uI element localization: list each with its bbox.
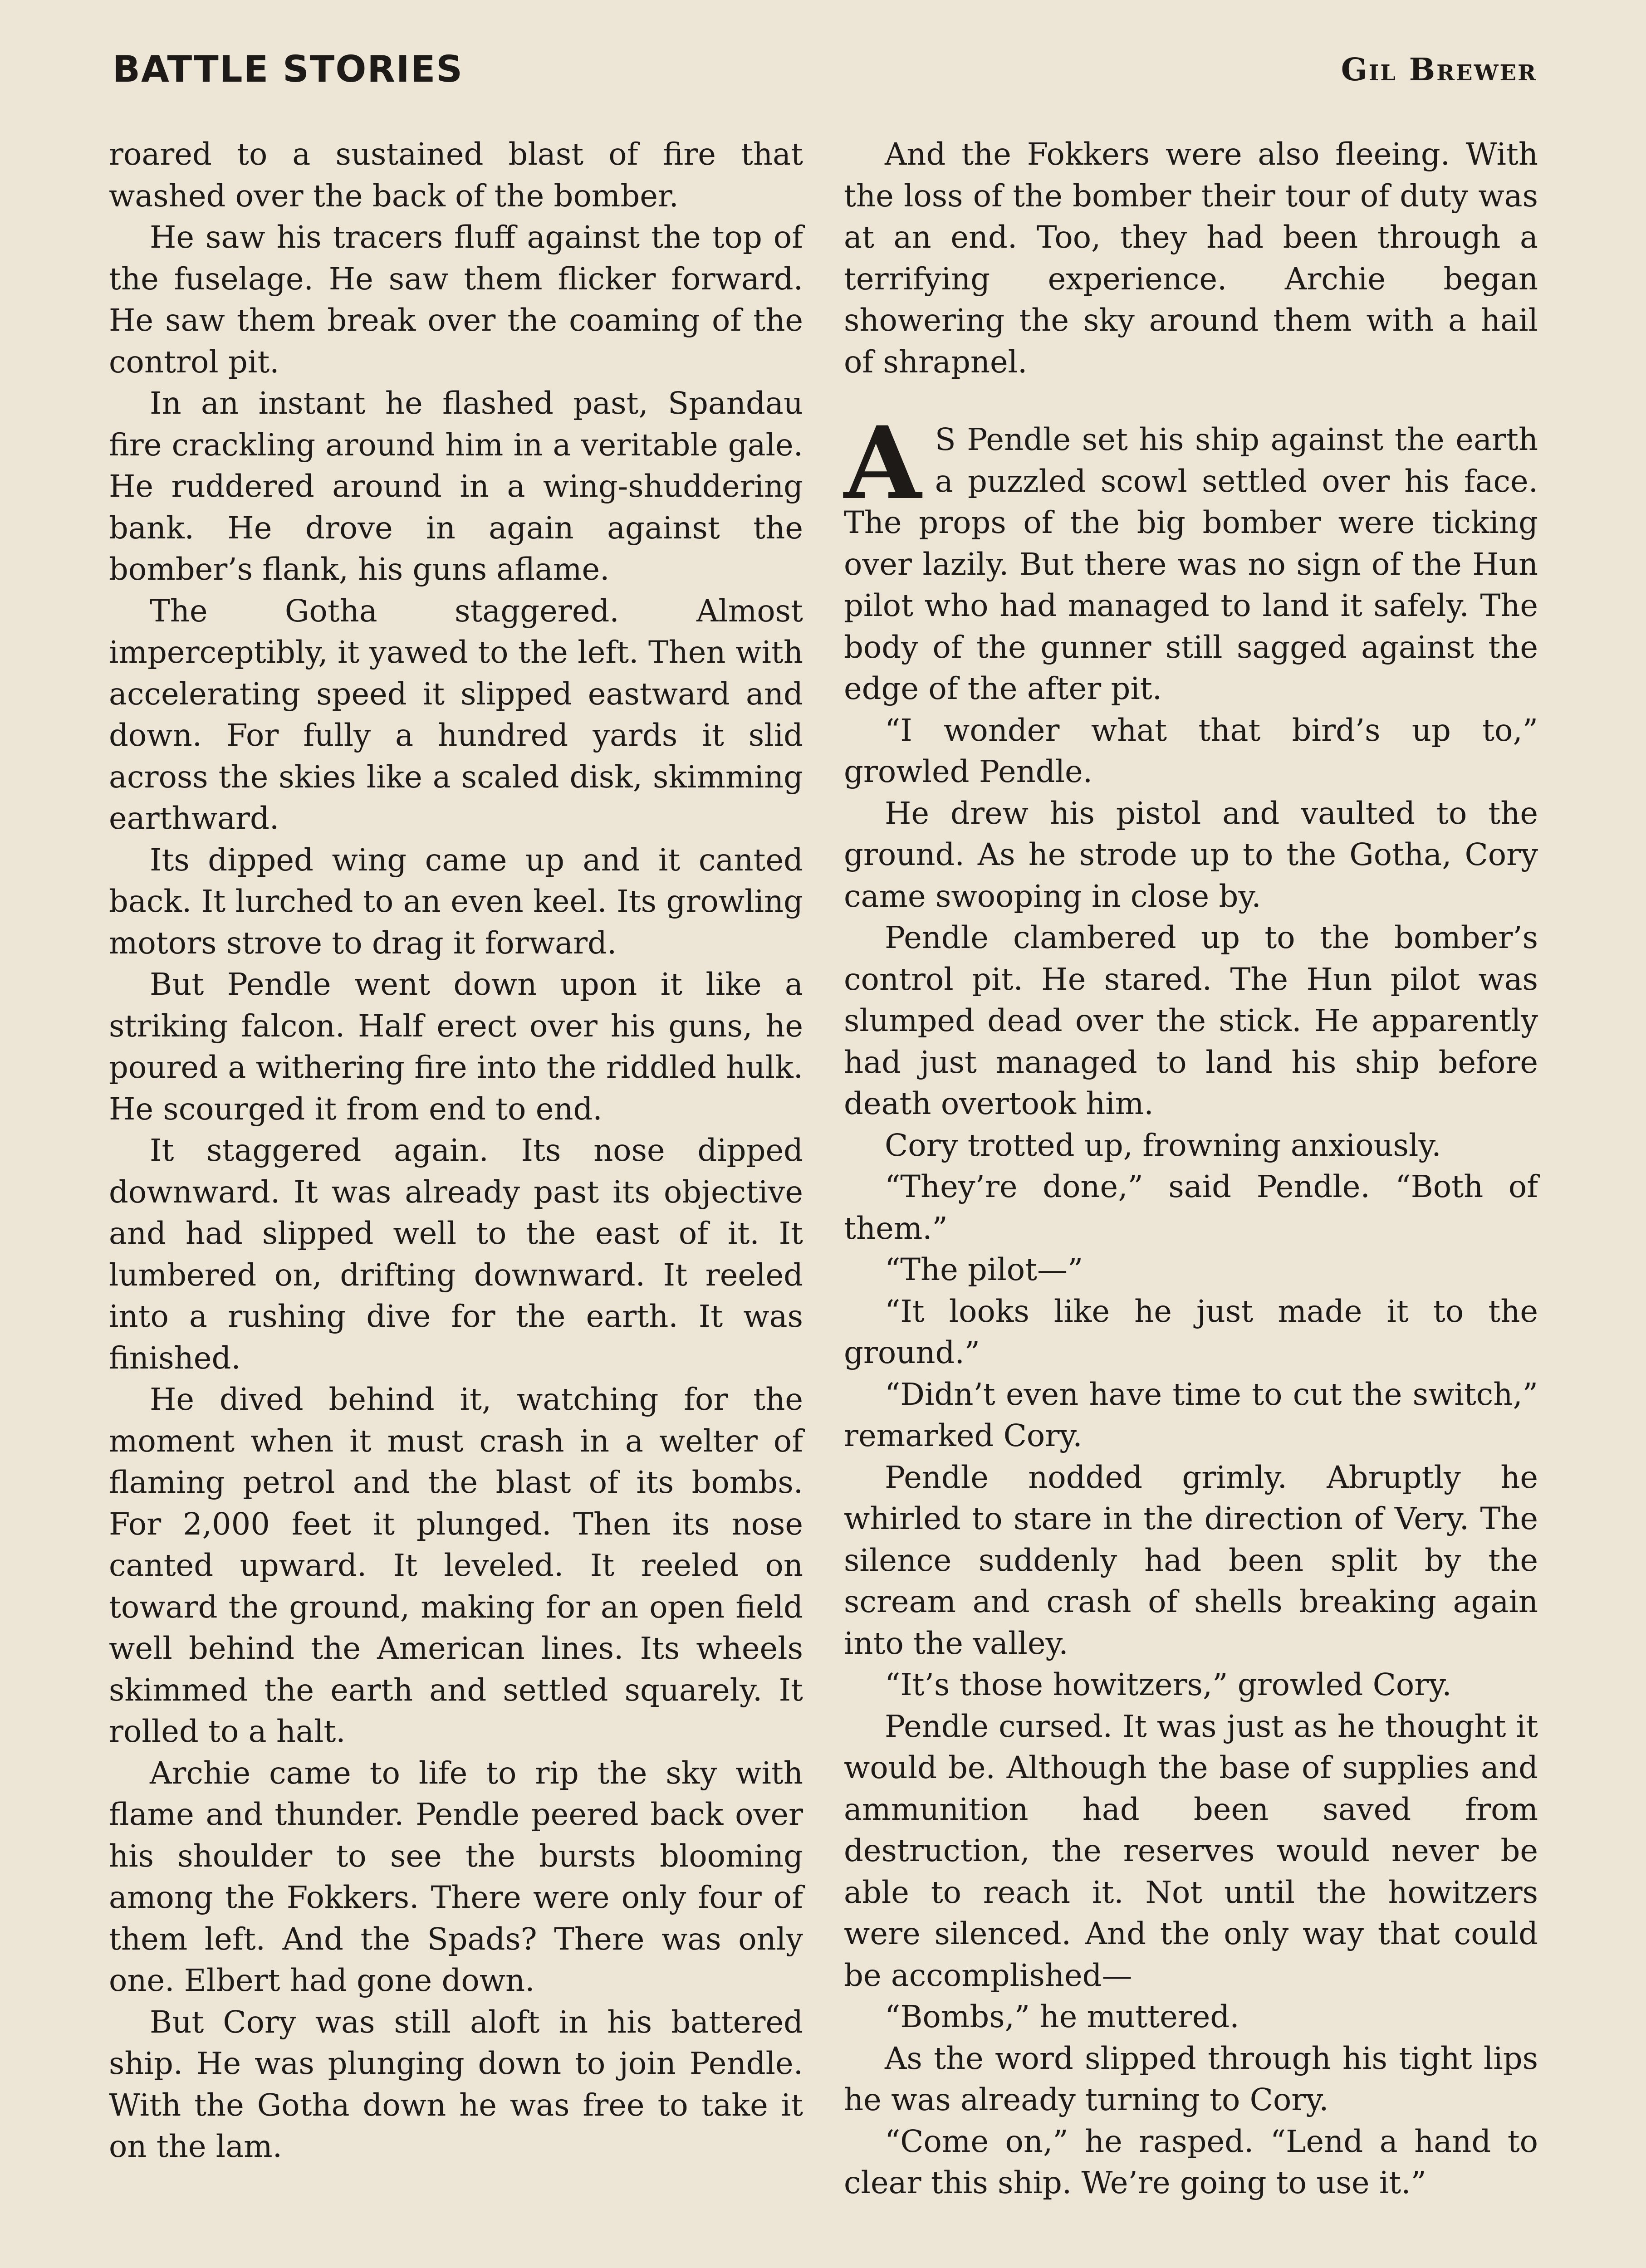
paragraph: And the Fokkers were also fleeing. With the loss of the bomber their tour of duty was at an end. Too, they had been through a terrifying experience. Archie began showering the sky around them with a hail of shrapnel. [844,137,1538,380]
paragraph: Pendle nodded grimly. Abruptly he whirled to stare in the direction of Very. The silence suddenly had been split by the scream and crash of shells breaking again into the valley. [844,1459,1538,1661]
paragraph: He dived behind it, watching for the moment when it must crash in a welter of flaming petrol and the blast of its bombs. For 2,000 feet it plunged. Then its nose canted upward. It leveled. It reeled on toward the ground, making for an open field well behind the American lines. Its wheels skimmed the earth and settled squarely. It rolled to a halt. [109,1382,803,1749]
drop-cap: A [844,404,921,522]
paragraph: Its dipped wing came up and it canted back. It lurched to an even keel. Its growling motors strove to drag it forward. [109,842,803,961]
right-column [844,134,1538,2204]
article-body [109,134,1538,2268]
paragraph: “The pilot—” [885,1252,1083,1287]
left-column [109,134,803,2168]
paragraph: He drew his pistol and vaulted to the ground. As he strode up to the Gotha, Cory came swooping in close by. [844,795,1538,914]
paragraph: In an instant he flashed past, Spandau fire crackling around him in a veritable gale. He ruddered around in a wing-shuddering bank. He drove in again against the bomber’s flank, his guns aflame. [109,386,803,587]
paragraph: roared to a sustained blast of fire that washed over the back of the bomber. [109,137,803,214]
paragraph: The Gotha staggered. Almost imperceptibly, it yawed to the left. Then with accelerating speed it slipped eastward and down. For fully a hundred yards it slid across the skies like a scaled disk, skimming earthward. [109,593,803,836]
section-opening-text: S Pendle set his ship against the earth a puzzled scowl settled over his face. The props of the big bomber were ticking over lazily. But there was no sign of the Hun pilot who had managed to land it safely. The body of the gunner still sagged against the edge of the after pit. [844,422,1538,706]
paragraph: “It looks like he just made it to the ground.” [844,1293,1538,1370]
paragraph: “It’s those howitzers,” growled Cory. [885,1667,1452,1702]
author-name: Gil Brewer [1341,52,1537,88]
paragraph: “Didn’t even have time to cut the switch,” remarked Cory. [844,1376,1538,1453]
paragraph: He saw his tracers fluff against the top of the fuselage. He saw them flicker forward. He saw them break over the coaming of the control pit. [109,220,803,380]
paragraph: But Cory was still aloft in his battered ship. He was plunging down to join Pendle. With the Gotha down he was free to take it on the lam. [109,2004,803,2164]
paragraph: “I wonder what that bird’s up to,” growled Pendle. [844,712,1538,789]
paragraph: “They’re done,” said Pendle. “Both of them.” [844,1169,1538,1246]
paragraph: Pendle cursed. It was just as he thought it would be. Although the base of supplies and ammunition had been saved from destruction, the reserves would never be able to reach it. Not until the howitzers were silenced. And the only way that could be accomplished— [844,1708,1538,1993]
paragraph: But Pendle went down upon it like a striking falcon. Half erect over his guns, he poured a withering fire into the riddled hulk. He scourged it from end to end. [109,967,803,1127]
paragraph: “Come on,” he rasped. “Lend a hand to clear this ship. We’re going to use it.” [844,2123,1538,2200]
paragraph: Archie came to life to rip the sky with flame and thunder. Pendle peered back over his shoulder to see the bursts blooming among the Fokkers. There were only four of them left. And the Spads? There was only one. Elbert had gone down. [109,1755,803,1998]
paragraph: As the word slipped through his tight lips he was already turning to Cory. [844,2040,1538,2117]
paragraph: Cory trotted up, frowning anxiously. [885,1127,1441,1163]
running-head [113,48,1537,93]
paragraph: It staggered again. Its nose dipped downward. It was already past its objective and had slipped well to the east of it. It lumbered on, drifting downward. It reeled into a rushing dive for the earth. It was finished. [109,1133,803,1376]
section-opening-paragraph [844,404,1538,710]
paragraph: Pendle clambered up to the bomber’s control pit. He stared. The Hun pilot was slumped dead over the stick. He apparently had just managed to land his ship before death overtook him. [844,920,1538,1121]
magazine-title: BATTLE STORIES [113,48,463,90]
paragraph: “Bombs,” he muttered. [885,1999,1239,2034]
